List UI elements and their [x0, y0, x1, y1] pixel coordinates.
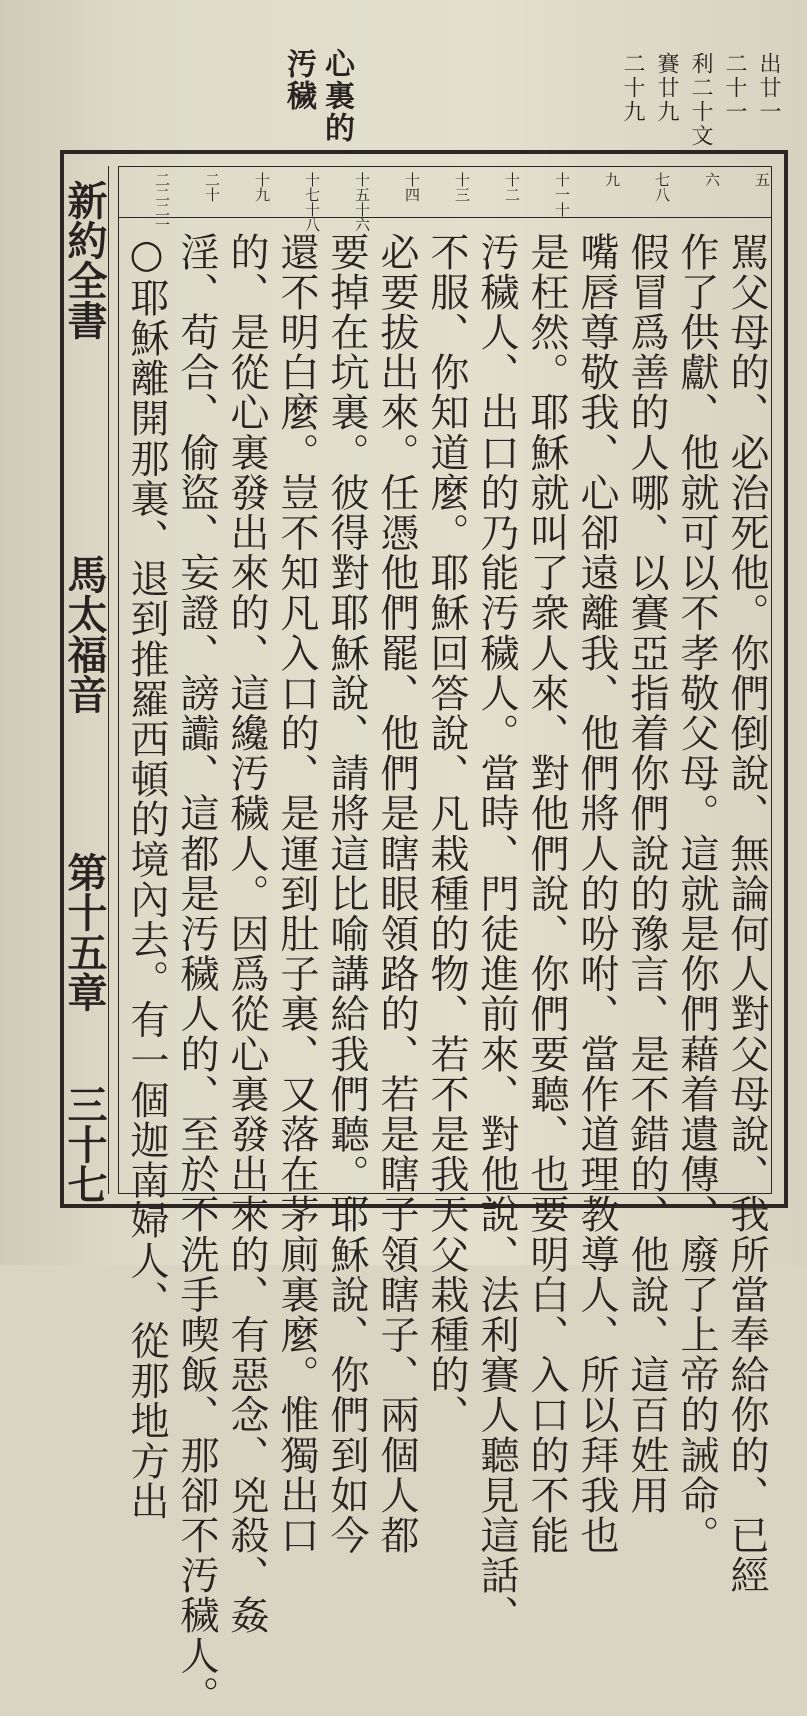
text-column: 是枉然。耶穌就叫了衆人來、對他們說、你們要聽、也要明白、入口的不能 — [524, 232, 569, 1556]
verse-number: 二十 — [203, 172, 221, 202]
margin-ref-4: 賽廿九 — [654, 52, 679, 124]
verse-number: 十一十 — [553, 172, 571, 217]
verse-number: 十四 — [403, 172, 421, 202]
text-column: 還不明白麼。豈不知凡入口的、是運到肚子裏、又落在茅廁裏麼。惟獨出口 — [274, 232, 319, 1556]
text-column: 的、是從心裏發出來的、這纔汚穢人。因爲從心裏發出來的、有惡念、兇殺、姦 — [224, 232, 269, 1636]
margin-references — [619, 52, 781, 148]
text-column: 淫、苟合、偷盜、妄證、謗讟、這都是汚穢人的、至於不洗手喫飯、那卻不汚穢人。 — [174, 232, 219, 1716]
text-column: 嘴唇尊敬我、心卻遠離我、他們將人的吩咐、當作道理教導人、所以拜我也 — [574, 232, 619, 1556]
verse-number: 十五十六 — [353, 172, 371, 232]
gospel-title: 馬太福音 — [61, 554, 108, 714]
verse-number: 六 — [703, 172, 721, 187]
verse-number: 二二二一 — [153, 172, 171, 232]
sidebar-divider — [108, 166, 109, 1194]
text-column: 作了供獻、他就可以不孝敬父母。這就是你們藉着遺傳、廢了上帝的誡命。 — [674, 232, 719, 1556]
text-column: ○耶穌離開那裏、退到推羅西頓的境內去。有一個迦南婦人、從那地方出 — [124, 232, 169, 1522]
text-column: 駡父母的、必治死他。你們倒說、無論何人對父母說、我所當奉給你的、已經 — [724, 232, 769, 1596]
verse-number: 十七十八 — [303, 172, 321, 232]
margin-note-line-1: 心裏的 — [319, 48, 354, 144]
verse-number: 九 — [603, 172, 621, 187]
verse-number: 五 — [753, 172, 771, 187]
margin-note-heading — [281, 48, 353, 144]
margin-ref-1: 出廿一 — [756, 52, 781, 124]
margin-ref-3: 利二十文 — [688, 52, 713, 148]
text-column: 要掉在坑裏。彼得對耶穌說、請將這比喻講給我們聽。耶穌說、你們到如今 — [324, 232, 369, 1556]
verse-number: 七八 — [653, 172, 671, 202]
text-column: 必要拔出來。任憑他們罷、他們是瞎眼領路的、若是瞎子領瞎子、兩個人都 — [374, 232, 419, 1556]
margin-ref-5: 二十九 — [620, 52, 645, 124]
text-column: 不服、你知道麼。耶穌回答說、凡栽種的物、若不是我天父栽種的、 — [424, 232, 469, 1435]
verse-number: 十三 — [453, 172, 471, 202]
book-title: 新約全書 — [61, 180, 108, 340]
verse-number-row — [118, 166, 772, 232]
page-number: 三十七 — [61, 1084, 108, 1204]
verse-number: 十二 — [503, 172, 521, 202]
text-column: 汚穢人、出口的乃能汚穢人。當時、門徒進前來、對他說、法利賽人聽見這話、 — [474, 232, 519, 1636]
margin-note-line-2: 汚穢 — [281, 48, 316, 112]
verse-number: 十九 — [253, 172, 271, 202]
margin-ref-2: 二十一 — [722, 52, 747, 124]
text-column: 假冒爲善的人哪、以賽亞指着你們說的豫言、是不錯的、他說、這百姓用 — [624, 232, 669, 1516]
chapter-label: 第十五章 — [61, 852, 108, 1012]
running-header — [61, 176, 108, 1204]
